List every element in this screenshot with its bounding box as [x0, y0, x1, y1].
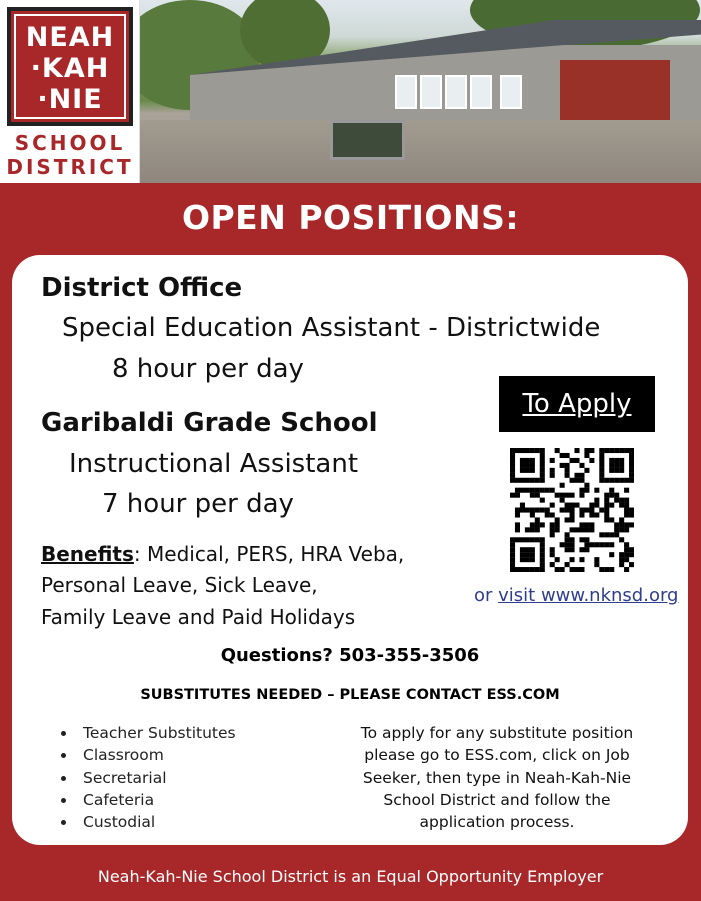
- website-link-line: or visit www.nknsd.org: [474, 585, 679, 606]
- position-location: Garibaldi Grade School: [41, 408, 378, 438]
- position-role: Special Education Assistant - Districtwide: [62, 313, 601, 343]
- list-item: • Cafeteria: [77, 789, 236, 811]
- list-item: • Classroom: [77, 744, 236, 766]
- school-building-photo: [140, 0, 701, 183]
- logo-text: SCHOOL: [14, 131, 126, 155]
- position-hours: 7 hour per day: [102, 489, 294, 519]
- website-link[interactable]: visit www.nknsd.org: [498, 585, 679, 606]
- logo-text: ·KAH: [30, 53, 110, 84]
- logo-text: NEAH: [25, 22, 115, 53]
- logo-text: DISTRICT: [6, 155, 134, 179]
- substitutes-heading: SUBSTITUTES NEEDED – PLEASE CONTACT ESS.COM: [140, 687, 560, 703]
- to-apply-button[interactable]: To Apply: [499, 376, 655, 432]
- qr-code-icon[interactable]: [510, 448, 634, 572]
- benefits-line: Family Leave and Paid Holidays: [41, 605, 356, 629]
- benefits-line: Benefits: Medical, PERS, HRA Veba,: [41, 542, 405, 566]
- list-item: • Secretarial: [77, 767, 236, 789]
- benefits-line: Personal Leave, Sick Leave,: [41, 573, 318, 597]
- substitute-list: [77, 722, 236, 833]
- district-logo: [0, 0, 140, 183]
- position-role: Instructional Assistant: [69, 449, 359, 479]
- footer-eoe: Neah-Kah-Nie School District is an Equal Opportunity Employer: [97, 867, 604, 886]
- list-item: • Custodial: [77, 811, 236, 833]
- position-location: District Office: [41, 273, 243, 303]
- substitute-instructions: To apply for any substitute position please go to ESS.com, click on Job Seeker, then type in Neah-Kah-Nie School District and follow the application process.: [360, 724, 634, 832]
- page-title: OPEN POSITIONS:: [181, 198, 520, 237]
- positions-card: [12, 255, 688, 845]
- list-item: • Teacher Substitutes: [77, 722, 236, 744]
- questions-phone: Questions? 503-355-3506: [220, 645, 480, 666]
- logo-text: ·NIE: [37, 84, 103, 115]
- position-hours: 8 hour per day: [112, 354, 304, 384]
